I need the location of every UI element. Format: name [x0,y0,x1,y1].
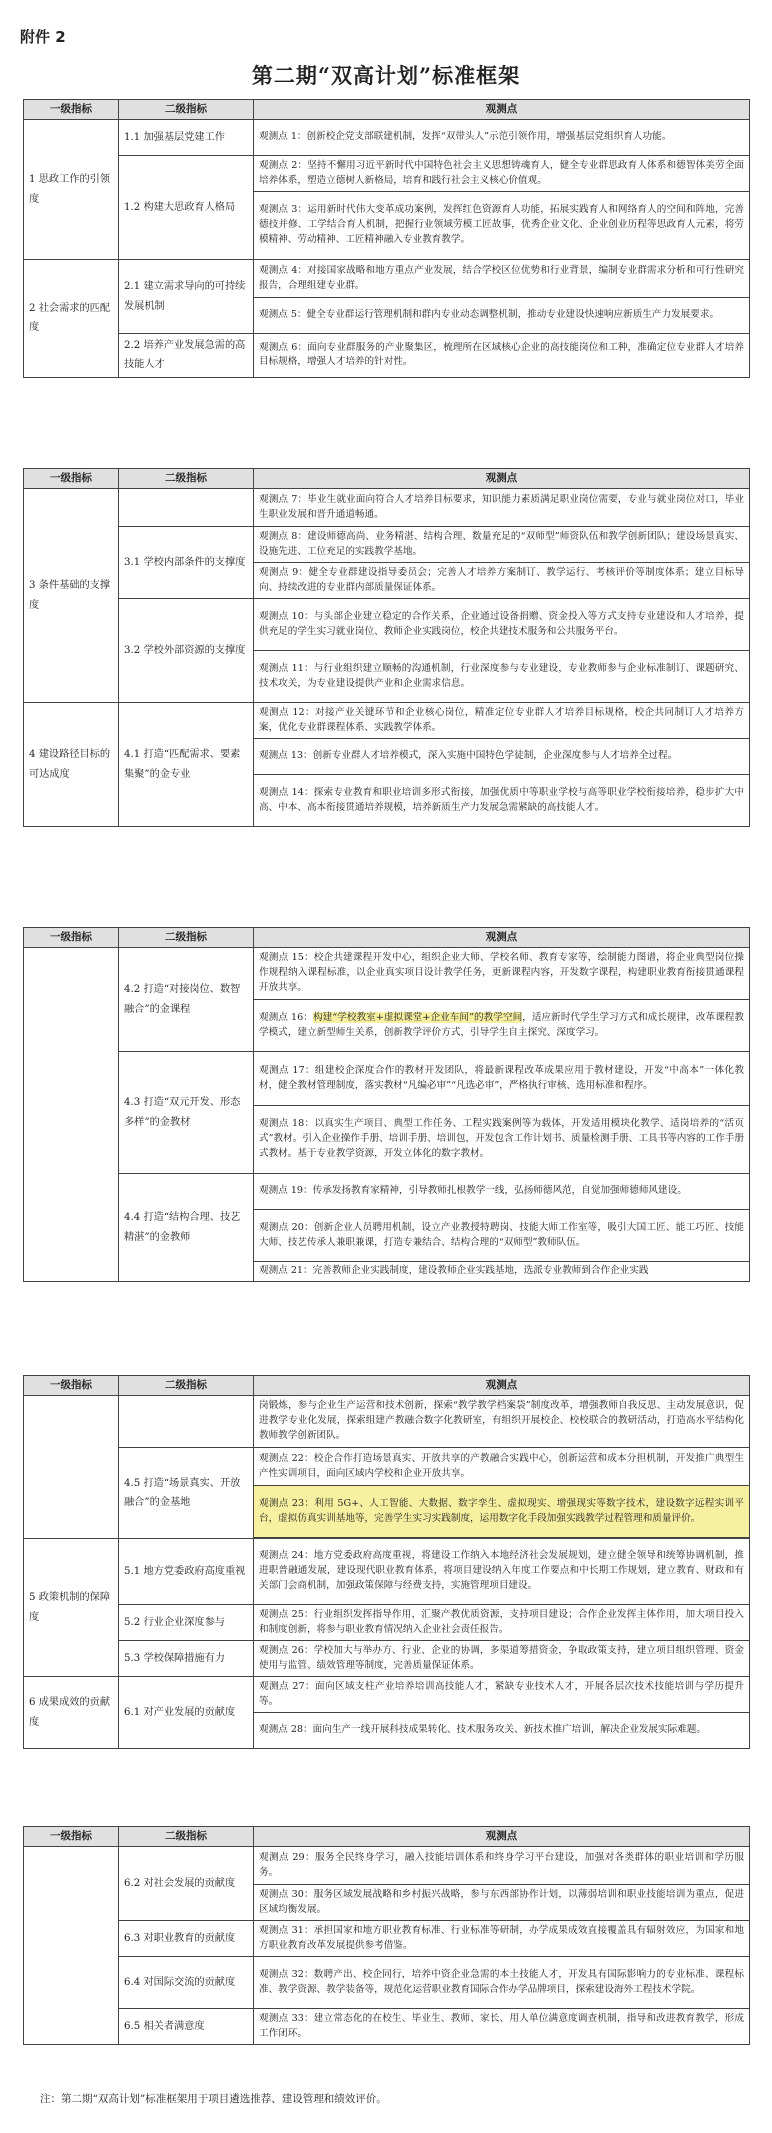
observation-cell: 观测点 22：校企合作打造场景真实、开放共享的产教融合实践中心，创新运营和成本分担机制，开发推广典型生产性实训项目，面向区域内学校和企业开放共享。 [254,1448,750,1486]
table-row [24,1677,750,1713]
observation-text: ，适应新时代学生学习方式和成长规律，改革课程教学模式，建立新型师生关系，创新教学评价方式，引导学生自主探究、深度学习。 [259,1011,744,1038]
observation-cell: 观测点 7：毕业生就业面向符合人才培养目标要求，知识能力素质满足职业岗位需要，专业与就业岗位对口，毕业生职业发展和晋升通道畅通。 [254,489,750,527]
header-level2: 二级指标 [119,1376,254,1396]
level2-cell: 3.2 学校外部资源的支撑度 [119,599,254,703]
level1-cell: 1 思政工作的引领度 [24,120,119,260]
observation-cell: 观测点 31：承担国家和地方职业教育标准、行业标准等研制，办学成果成效直接覆盖具有辐射效应，为国家和地方职业教育改革发展提供参考借鉴。 [254,1921,750,1957]
level2-cell: 4.4 打造“结构合理、技艺精湛”的金教师 [119,1174,254,1282]
observation-cell: 观测点 10：与头部企业建立稳定的合作关系，企业通过设备捐赠、资金投入等方式支持专业建设和人才培养，提供充足的学生实习就业岗位、教师企业实践岗位，校企共建技术服务和公共服务平台。 [254,599,750,651]
table-row [24,489,750,527]
table-row [24,120,750,156]
header-level2: 二级指标 [119,928,254,948]
level1-cell [24,948,119,1282]
observation-cell: 观测点 21：完善教师企业实践制度，建设教师企业实践基地，选派专业教师到合作企业实践 [254,1262,750,1282]
level2-cell: 4.2 打造“对接岗位、数智融合”的金课程 [119,948,254,1052]
header-observation: 观测点 [254,100,750,120]
table-row [24,948,750,1000]
table-row [24,1641,750,1677]
level2-cell: 5.3 学校保障措施有力 [119,1641,254,1677]
observation-cell: 观测点 2：坚持不懈用习近平新时代中国特色社会主义思想铸魂育人，健全专业群思政育人体系和德智体美劳全面培养体系，塑造立德树人新格局，培育和践行社会主义核心价值观。 [254,156,750,192]
level1-cell: 3 条件基础的支撑度 [24,489,119,703]
level2-cell: 4.5 打造“场景真实、开放融合”的金基地 [119,1448,254,1539]
table-row [24,260,750,298]
table-row [24,527,750,563]
table-row [24,1847,750,1885]
observation-cell: 观测点 8：建设师德高尚、业务精湛、结构合理、数量充足的“双师型”师资队伍和教学创新团队；建设场景真实、设施先进、工位充足的实践教学基地。 [254,527,750,563]
level1-cell: 2 社会需求的匹配度 [24,260,119,378]
observation-cell: 观测点 30：服务区域发展战略和乡村振兴战略，参与东西部协作计划，以薄弱培训和职业技能培训为重点，促进区域均衡发展。 [254,1885,750,1921]
attachment-label: 附件 2 [20,28,66,46]
table-row [24,1448,750,1486]
observation-cell: 观测点 33：建立常态化的在校生、毕业生、教师、家长、用人单位满意度调查机制，指导和改进教育教学，形成工作闭环。 [254,2009,750,2045]
table-row [24,1396,750,1448]
table-row [24,1539,750,1605]
observation-cell: 观测点 3：运用新时代伟大变革成功案例，发挥红色资源育人功能，拓展实践育人和网络育人的空间和阵地，完善德技并修、工学结合育人机制，把握行业领域劳模工匠故事，优秀企业文化、企业创业历程等思政育人元素，将劳模精神、劳动精神、工匠精神融入专业教育教学。 [254,192,750,260]
observation-cell: 观测点 28：面向生产一线开展科技成果转化、技术服务攻关、新技术推广培训，解决企业发展实际难题。 [254,1713,750,1749]
observation-cell-highlighted: 观测点 23：利用 5G+、人工智能、大数据、数字孪生、虚拟现实、增强现实等数字技术，建设数字远程实训平台，虚拟仿真实训基地等，完善学生实习实践制度，运用数字化手段加强实践教学过程管理和质量评价。 [254,1486,750,1538]
header-observation: 观测点 [254,469,750,489]
observation-cell: 岗锻炼，参与企业生产运营和技术创新，探索“教学教学档案袋”制度改革，增强教师自我反思、主动发展意识，促进教学专业化发展，探索组建产教融合数字化教研室，有组织开展校企、校校联合的教研活动，打造高水平结构化教师教学创新团队。 [254,1396,750,1448]
level2-cell: 6.1 对产业发展的贡献度 [119,1677,254,1749]
table-row [24,1174,750,1210]
table-row [24,1605,750,1641]
observation-cell: 观测点 1：创新校企党支部联建机制，发挥“双带头人”示范引领作用，增强基层党组织育人功能。 [254,120,750,156]
level2-cell: 1.1 加强基层党建工作 [119,120,254,156]
observation-cell: 观测点 17：组建校企深度合作的教材开发团队，将最新课程改革成果应用于教材建设，开发“中高本”一体化教材，健全教材管理制度，落实教材“凡编必审”“凡选必审”，严格执行审核、选用标准和程序。 [254,1052,750,1106]
level2-cell [119,1396,254,1448]
level2-cell: 3.1 学校内部条件的支撑度 [119,527,254,599]
observation-cell: 观测点 6：面向专业群服务的产业聚集区，梳理所在区域核心企业的高技能岗位和工种，准确定位专业群人才培养目标规格，增强人才培养的针对性。 [254,334,750,378]
header-level1: 一级指标 [24,928,119,948]
level2-cell: 6.2 对社会发展的贡献度 [119,1847,254,1921]
level2-cell [119,489,254,527]
observation-cell: 观测点 18：以真实生产项目、典型工作任务、工程实践案例等为载体，开发适用模块化教学、适岗培养的“活页式”教材。引入企业操作手册、培训手册、培训包，开发包含工作计划书、质量检测手册、工具书等内容的工作手册式教材。基于专业教学资源，开发立体化的数字教材。 [254,1106,750,1174]
observation-cell: 观测点 32：数聘产出、校企同行，培养中资企业急需的本土技能人才，开发具有国际影响力的专业标准、课程标准、教学资源、教学装备等，规范化运营职业教育国际合作办学品牌项目，探索建设海外工程技术学院。 [254,1957,750,2009]
framework-table-part-2 [23,468,750,827]
level2-cell: 1.2 构建大思政育人格局 [119,156,254,260]
table-row [24,599,750,651]
observation-cell [254,1000,750,1052]
footnote: 注：第二期“双高计划”标准框架用于项目遴选推荐、建设管理和绩效评价。 [40,2093,387,2105]
observation-cell: 观测点 9：健全专业群建设指导委员会；完善人才培养方案制订、教学运行、考核评价等制度体系；建立目标导向、持续改进的专业群内部质量保证体系。 [254,563,750,599]
level2-cell: 6.3 对职业教育的贡献度 [119,1921,254,1957]
framework-table-part-4 [23,1375,750,1749]
observation-cell: 观测点 13：创新专业群人才培养模式，深入实施中国特色学徒制，企业深度参与人才培养全过程。 [254,739,750,775]
page-title: 第二期“双高计划”标准框架 [251,63,521,88]
header-observation: 观测点 [254,1827,750,1847]
header-level2: 二级指标 [119,100,254,120]
observation-cell: 观测点 5：健全专业群运行管理机制和群内专业动态调整机制，推动专业建设快速响应新质生产力发展要求。 [254,298,750,334]
observation-cell: 观测点 29：服务全民终身学习，融入技能培训体系和终身学习平台建设，加强对各类群体的职业培训和学历服务。 [254,1847,750,1885]
header-observation: 观测点 [254,1376,750,1396]
header-level1: 一级指标 [24,1376,119,1396]
table-row [24,1921,750,1957]
level1-cell [24,1396,119,1539]
observation-cell: 观测点 19：传承发扬教育家精神，引导教师扎根教学一线，弘扬师德风范，自觉加强师德师风建设。 [254,1174,750,1210]
table-row [24,703,750,739]
observation-cell: 观测点 14：探索专业教育和职业培训多形式衔接，加强优质中等职业学校与高等职业学校衔接培养，稳步扩大中高、中本、高本衔接贯通培养规模，培养新质生产力发展急需紧缺的高技能人才。 [254,775,750,827]
framework-table-part-3 [23,927,750,1282]
level2-cell: 6.5 相关者满意度 [119,2009,254,2045]
header-observation: 观测点 [254,928,750,948]
table-row [24,1957,750,2009]
level2-cell: 2.1 建立需求导向的可持续发展机制 [119,260,254,334]
level2-cell: 5.1 地方党委政府高度重视 [119,1539,254,1605]
level1-cell: 5 政策机制的保障度 [24,1539,119,1677]
observation-cell: 观测点 11：与行业组织建立顺畅的沟通机制，行业深度参与专业建设，专业教师参与企业标准制订、课题研究、技术攻关，为专业建设提供产业和企业需求信息。 [254,651,750,703]
header-level2: 二级指标 [119,469,254,489]
observation-cell: 观测点 4：对接国家战略和地方重点产业发展，结合学校区位优势和行业背景，编制专业群需求分析和可行性研究报告，合理组建专业群。 [254,260,750,298]
observation-cell: 观测点 24：地方党委政府高度重视，将建设工作纳入本地经济社会发展规划，建立健全领导和统筹协调机制，推进职普融通发展，建设现代职业教育体系，将项目建设纳入年度工作要点和中长期工作规划，建立教育、财政和有关部门会商机制，加强政策保障与经费支持，实施管理项目建设。 [254,1539,750,1605]
observation-cell: 观测点 26：学校加大与举办方、行业、企业的协调，多渠道筹措资金，争取政策支持，建立项目组织管理、资金使用与监管、绩效管理等制度，完善质量保证体系。 [254,1641,750,1677]
observation-cell: 观测点 12：对接产业关键环节和企业核心岗位，精准定位专业群人才培养目标规格，校企共同制订人才培养方案，优化专业群课程体系、实践教学体系。 [254,703,750,739]
observation-label: 观测点 16： [259,1011,313,1023]
framework-table-part-5 [23,1826,750,2045]
framework-table-part-1 [23,99,750,378]
header-level1: 一级指标 [24,1827,119,1847]
highlighted-text: 构建“学校教室+虚拟课堂+企业车间”的教学空间 [312,1011,523,1023]
level1-cell [24,1847,119,2045]
table-row [24,1052,750,1106]
level2-cell: 4.3 打造“双元开发、形态多样”的金教材 [119,1052,254,1174]
observation-cell: 观测点 20：创新企业人员聘用机制，设立产业教授特聘岗、技能大师工作室等，吸引大国工匠、能工巧匠、技能大师、技艺传承人兼职兼课，打造专兼结合、结构合理的“双师型”教师队伍。 [254,1210,750,1262]
table-row [24,2009,750,2045]
level2-cell: 5.2 行业企业深度参与 [119,1605,254,1641]
level1-cell: 4 建设路径目标的可达成度 [24,703,119,827]
observation-cell: 观测点 27：面向区域支柱产业培养培训高技能人才，紧缺专业技术人才，开展各层次技术技能培训与学历提升等。 [254,1677,750,1713]
level2-cell: 6.4 对国际交流的贡献度 [119,1957,254,2009]
header-level1: 一级指标 [24,100,119,120]
observation-cell: 观测点 15：校企共建课程开发中心，组织企业大师、学校名师、教育专家等，绘制能力图谱，将企业典型岗位操作规程纳入课程标准，以企业真实项目设计教学任务，更新课程内容，开发数字课程，构建职业教育衔接贯通课程开放共享。 [254,948,750,1000]
observation-cell: 观测点 25：行业组织发挥指导作用，汇聚产教优质资源，支持项目建设；合作企业发挥主体作用，加大项目投入和制度创新，将参与职业教育情况纳入企业社会责任报告。 [254,1605,750,1641]
table-row [24,334,750,378]
level2-cell: 4.1 打造“匹配需求、要素集聚”的金专业 [119,703,254,827]
header-level1: 一级指标 [24,469,119,489]
table-row [24,156,750,192]
level1-cell: 6 成果成效的贡献度 [24,1677,119,1749]
header-level2: 二级指标 [119,1827,254,1847]
level2-cell: 2.2 培养产业发展急需的高技能人才 [119,334,254,378]
